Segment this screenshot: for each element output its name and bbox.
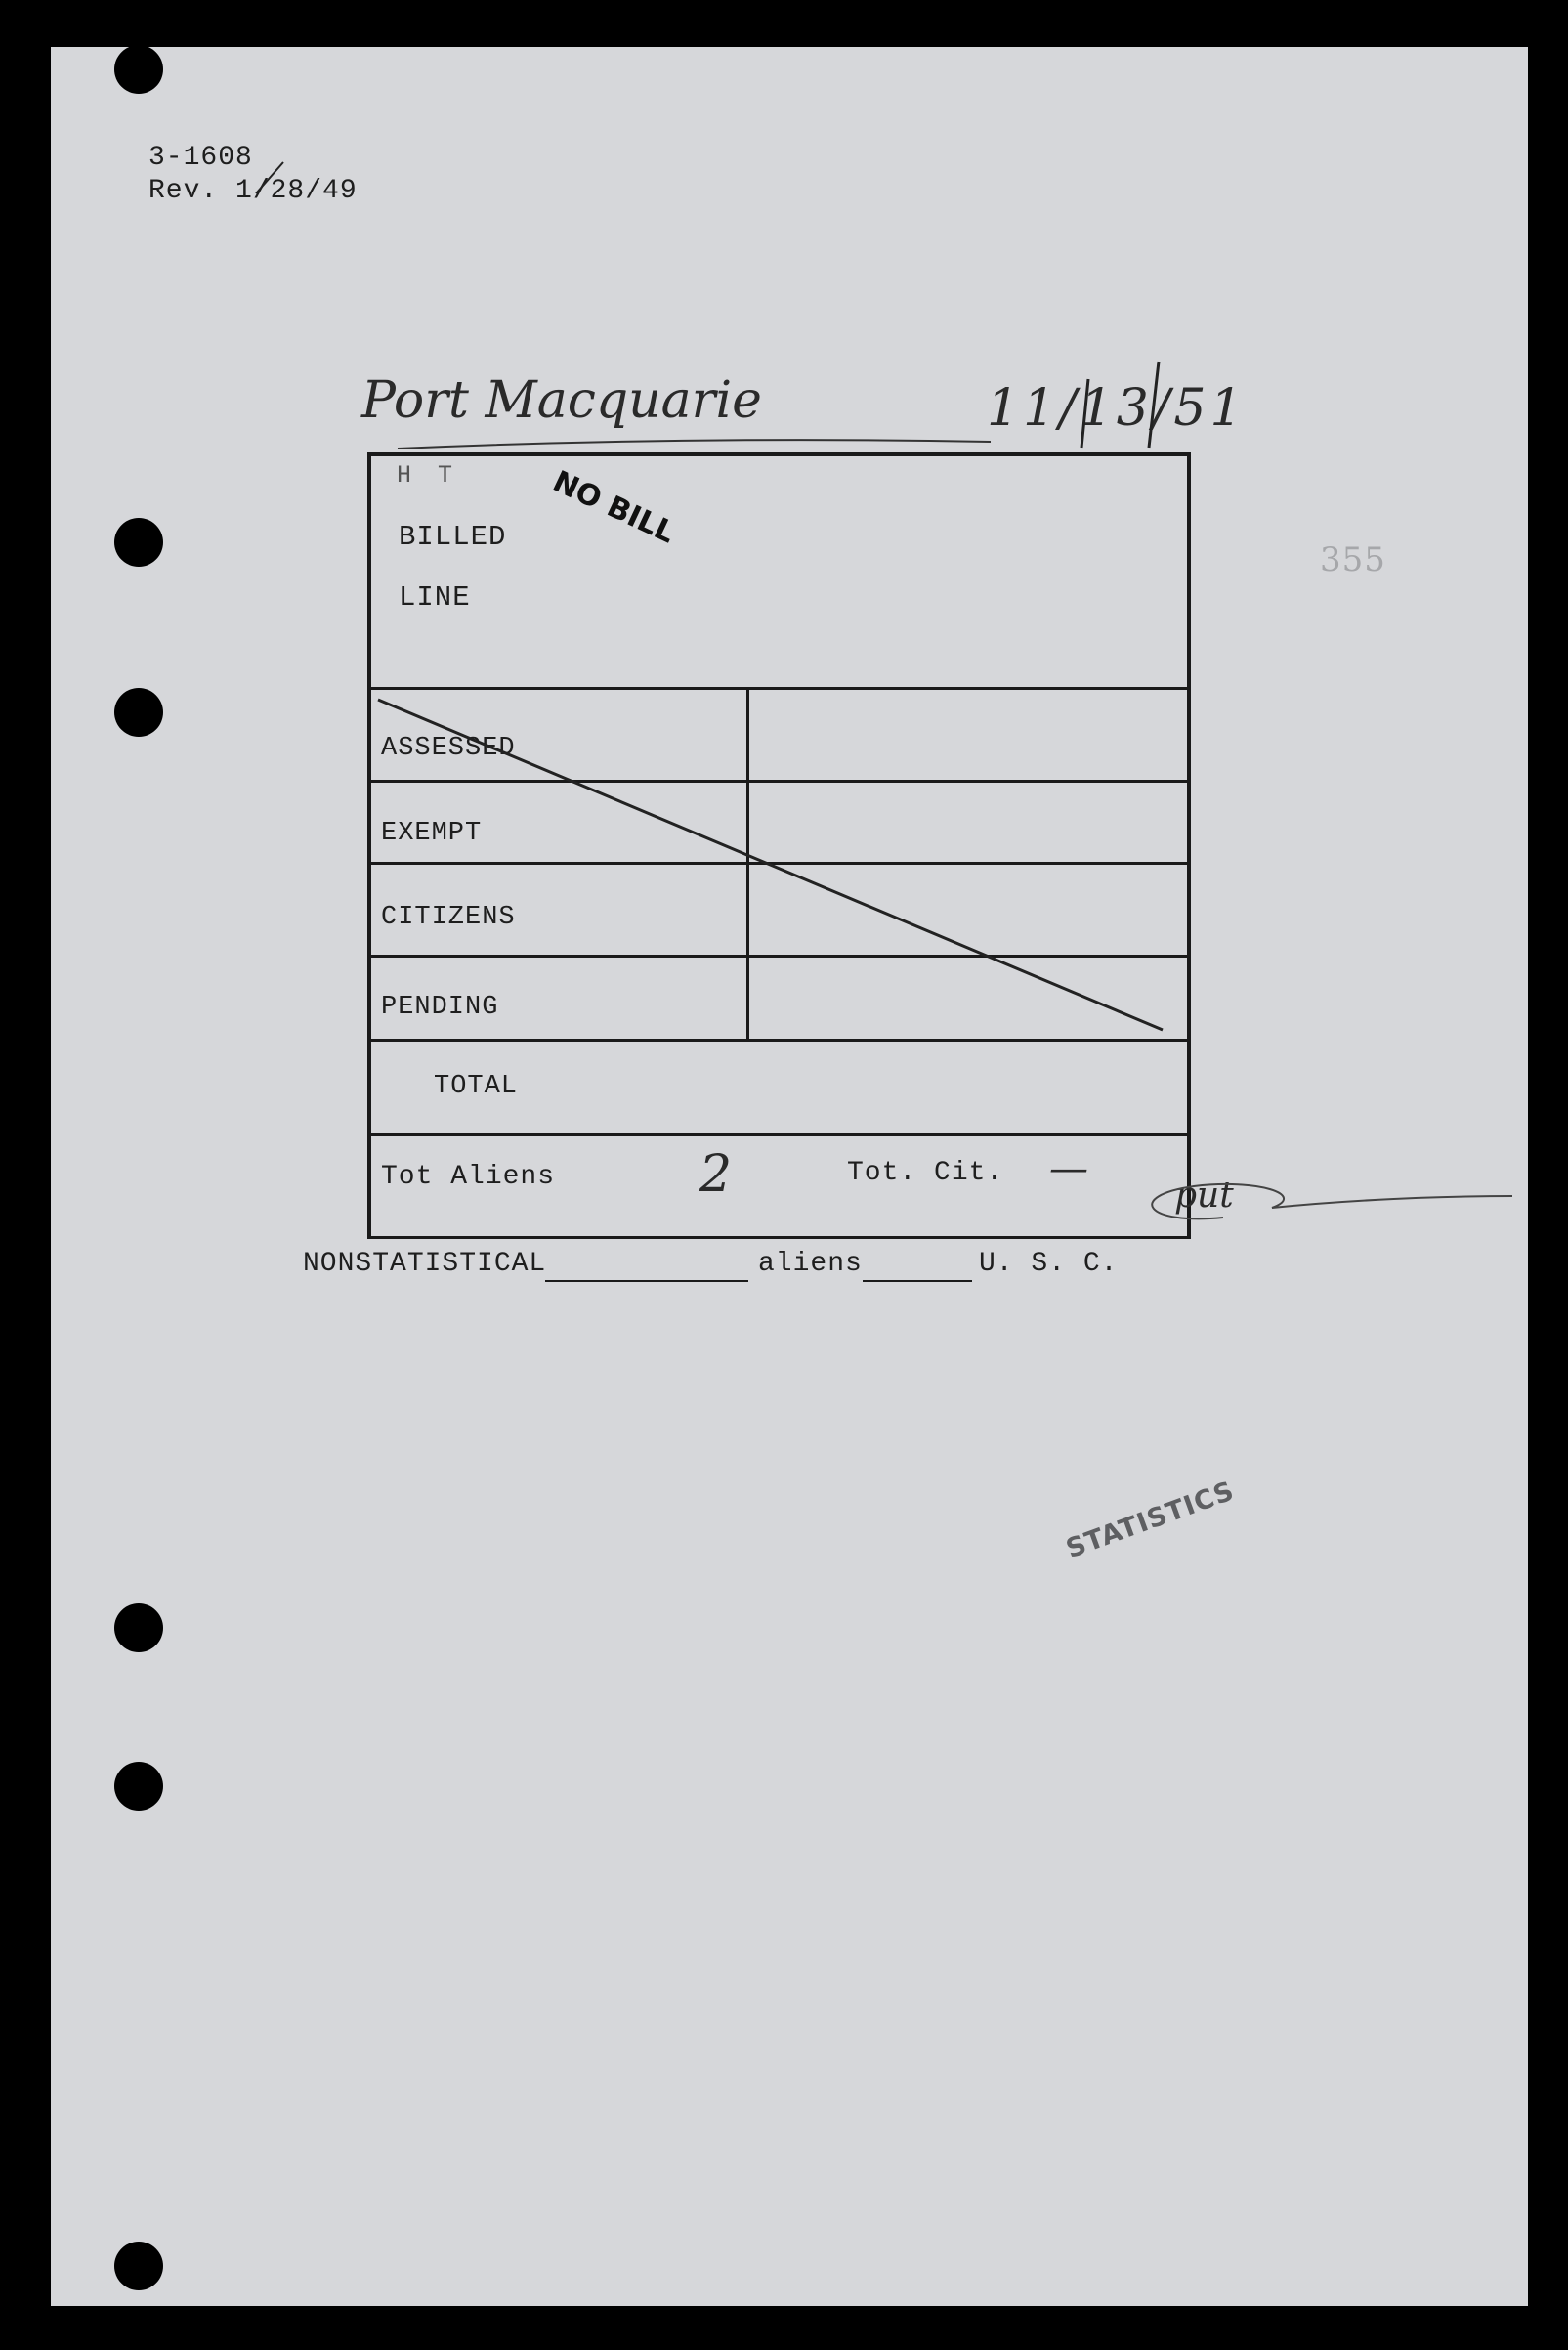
pen-strokes — [51, 47, 1528, 2306]
label-exempt: EXEMPT — [381, 819, 483, 848]
label-tot-aliens: Tot Aliens — [381, 1162, 556, 1192]
label-aliens: aliens — [758, 1249, 863, 1279]
port-underline — [398, 440, 991, 449]
port-name: Port Macquarie — [361, 371, 762, 430]
label-citizens: CITIZENS — [381, 903, 516, 932]
document-page — [51, 47, 1528, 2306]
revision-strike — [256, 162, 283, 193]
arrival-date: 11/13/51 — [987, 379, 1247, 438]
tot-cit-value: — — [1049, 1146, 1088, 1191]
statistics-stamp: STATISTICS — [1062, 1475, 1239, 1565]
date-slash-2 — [1149, 362, 1159, 448]
form-revision: Rev. 1/28/49 — [148, 176, 358, 206]
form-number: 3-1608 — [148, 143, 253, 173]
label-tot-cit: Tot. Cit. — [847, 1158, 1004, 1188]
label-total: TOTAL — [434, 1072, 519, 1101]
label-pending: PENDING — [381, 993, 499, 1022]
label-ht: H T — [397, 461, 459, 490]
page-number: 355 — [1320, 540, 1386, 579]
label-billed: BILLED — [399, 521, 507, 553]
label-line: LINE — [399, 581, 471, 614]
label-nonstatistical: NONSTATISTICAL — [303, 1249, 547, 1279]
initials-loop — [1152, 1184, 1512, 1218]
cancel-diagonal-line — [378, 700, 1163, 1030]
initials: put — [1174, 1175, 1234, 1216]
label-usc: U. S. C. — [979, 1249, 1119, 1279]
no-bill-stamp: NO BILL — [547, 464, 681, 551]
label-assessed: ASSESSED — [381, 734, 516, 763]
tot-aliens-value: 2 — [699, 1145, 733, 1204]
date-slash-1 — [1081, 379, 1088, 448]
